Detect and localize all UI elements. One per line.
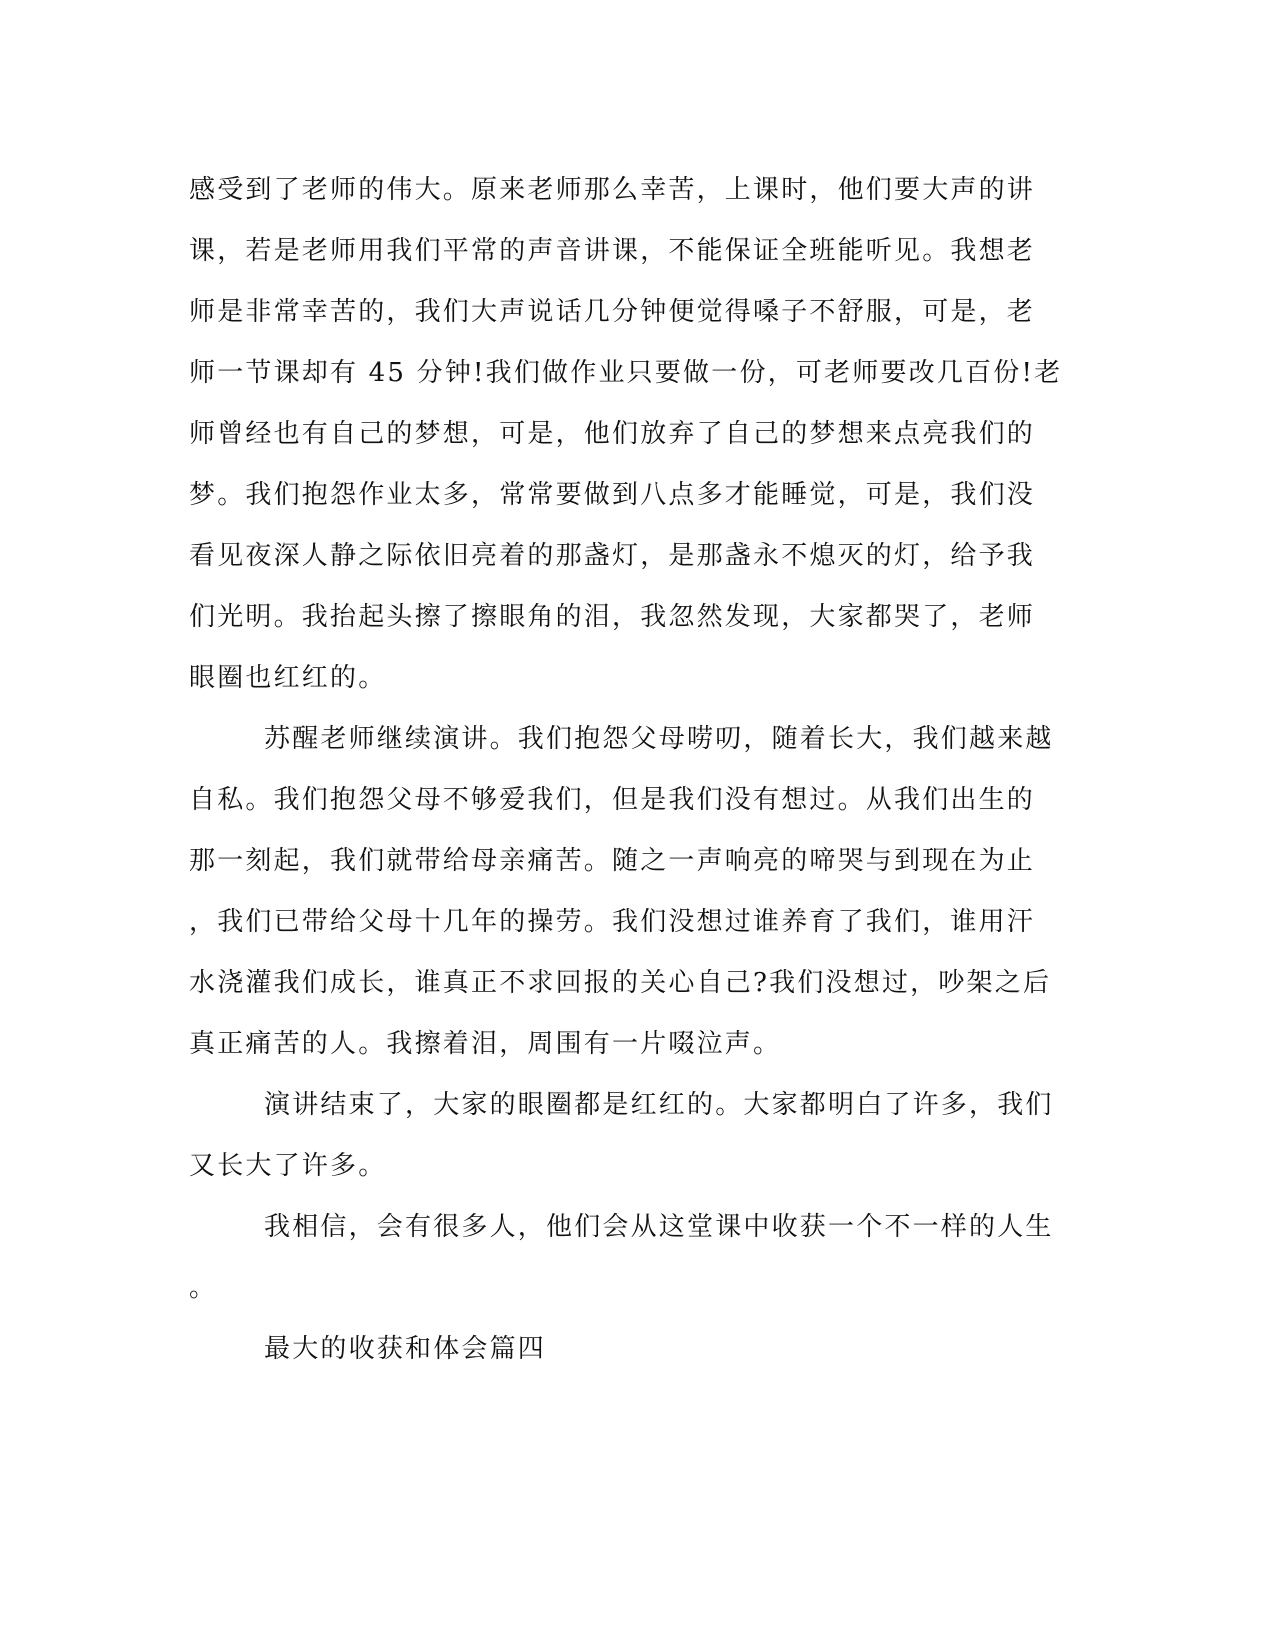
text-line: 师一节课却有 45 分钟!我们做作业只要做一份，可老师要改几百份!老 bbox=[189, 358, 1063, 388]
paragraph-start-line: 演讲结束了，大家的眼圈都是红红的。大家都明白了许多，我们 bbox=[264, 1090, 1054, 1120]
text-line: 看见夜深人静之际依旧亮着的那盏灯，是那盏永不熄灭的灯，给予我 bbox=[189, 541, 1036, 571]
text-line: ，我们已带给父母十几年的操劳。我们没想过谁养育了我们，谁用汗 bbox=[189, 907, 1036, 937]
text-line: 水浇灌我们成长，谁真正不求回报的关心自己?我们没想过，吵架之后 bbox=[189, 968, 1052, 998]
text-line: 感受到了老师的伟大。原来老师那么幸苦，上课时，他们要大声的讲 bbox=[189, 175, 1036, 205]
text-line: 师曾经也有自己的梦想，可是，他们放弃了自己的梦想来点亮我们的 bbox=[189, 419, 1036, 449]
text-line: 自私。我们抱怨父母不够爱我们，但是我们没有想过。从我们出生的 bbox=[189, 785, 1036, 815]
text-line: 眼圈也红红的。 bbox=[189, 663, 387, 693]
text-line: 梦。我们抱怨作业太多，常常要做到八点多才能睡觉，可是，我们没 bbox=[189, 480, 1036, 510]
text-line: 真正痛苦的人。我擦着泪，周围有一片啜泣声。 bbox=[189, 1029, 782, 1059]
text-line: 。 bbox=[189, 1273, 218, 1303]
text-line: 又长大了许多。 bbox=[189, 1151, 387, 1181]
text-line: 师是非常幸苦的，我们大声说话几分钟便觉得嗓子不舒服，可是，老 bbox=[189, 297, 1036, 327]
text-line: 们光明。我抬起头擦了擦眼角的泪，我忽然发现，大家都哭了，老师 bbox=[189, 602, 1036, 632]
text-line: 那一刻起，我们就带给母亲痛苦。随之一声响亮的啼哭与到现在为止 bbox=[189, 846, 1036, 876]
paragraph-start-line: 我相信，会有很多人，他们会从这堂课中收获一个不一样的人生 bbox=[264, 1212, 1054, 1242]
section-heading: 最大的收获和体会篇四 bbox=[264, 1334, 547, 1364]
paragraph-start-line: 苏醒老师继续演讲。我们抱怨父母唠叨，随着长大，我们越来越 bbox=[264, 724, 1054, 754]
document-body bbox=[189, 160, 1089, 1380]
text-line: 课，若是老师用我们平常的声音讲课，不能保证全班能听见。我想老 bbox=[189, 236, 1036, 266]
